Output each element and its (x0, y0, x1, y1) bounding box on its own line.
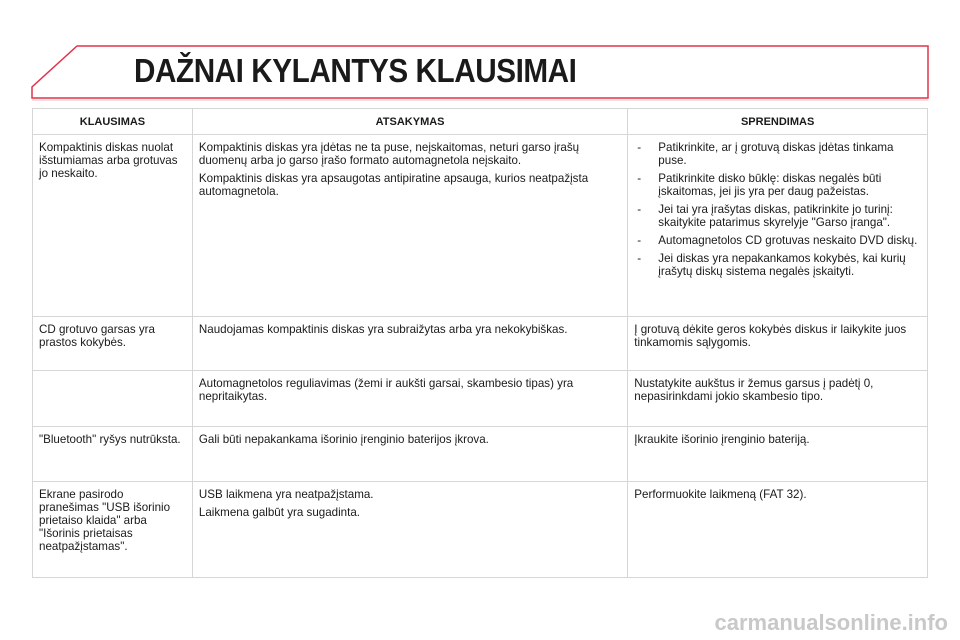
question-cell: CD grotuvo garsas yra prastos kokybės. (33, 317, 193, 371)
question-cell: "Bluetooth" ryšys nutrūksta. (33, 427, 193, 482)
solution-item: - Jei tai yra įrašytas diskas, patikrinkite jo turinį: skaitykite patarimus skyrelyje "Garso įranga". (634, 203, 921, 229)
answer-text: USB laikmena yra neatpažįstama. (198, 488, 374, 501)
watermark: carmanualsonline.info (714, 610, 948, 635)
solution-item: - Jei diskas yra nepakankamos kokybės, kai kurių įrašytų diskų sistema negalės įskaityti. (634, 252, 921, 278)
answer-cell (192, 427, 627, 482)
solution-cell: Nustatykite aukštus ir žemus garsus į padėtį 0, nepasirinkdami jokio skambesio tipo. (628, 371, 928, 427)
page-title: DAŽNAI KYLANTYS KLAUSIMAI (134, 52, 577, 89)
solution-cell (628, 135, 928, 317)
table-row (33, 482, 928, 578)
answer-text: Kompaktinis diskas yra įdėtas ne ta puse, neįskaitomas, neturi garso įrašų duomenų arba jo garso įrašo formato automagnetola neįskaito. (198, 141, 580, 167)
answer-cell (192, 135, 627, 317)
solution-item: - Automagnetolos CD grotuvas neskaito DVD diskų. (634, 234, 921, 247)
table-row (33, 371, 928, 427)
answer-cell (192, 482, 627, 578)
answer-cell (192, 371, 627, 427)
header-answer: ATSAKYMAS (192, 109, 627, 135)
table-row (33, 135, 928, 317)
solution-cell: Į grotuvą dėkite geros kokybės diskus ir laikykite juos tinkamomis sąlygomis. (628, 317, 928, 371)
question-cell (33, 371, 193, 427)
answer-text: Kompaktinis diskas yra apsaugotas antipiratine apsauga, kurios neatpažįsta automagnetola. (198, 172, 589, 198)
question-cell: Ekrane pasirodo pranešimas "USB išorinio prietaiso klaida" arba "Išorinis prietaisas neatpažįstamas". (33, 482, 193, 578)
table-row (33, 427, 928, 482)
answer-text: Naudojamas kompaktinis diskas yra subraižytas arba yra nekokybiškas. (198, 323, 568, 336)
answer-text: Automagnetolos reguliavimas (žemi ir aukšti garsai, skambesio tipas) yra nepritaikytas. (198, 377, 574, 403)
question-cell: Kompaktinis diskas nuolat išstumiamas arba grotuvas jo neskaito. (33, 135, 193, 317)
solution-cell: Performuokite laikmeną (FAT 32). (628, 482, 928, 578)
answer-cell (192, 317, 627, 371)
solution-item: - Patikrinkite, ar į grotuvą diskas įdėtas tinkama puse. (634, 141, 921, 167)
solution-item: - Patikrinkite disko būklę: diskas negalės būti įskaitomas, jei jis yra per daug pažeistas. (634, 172, 921, 198)
solution-cell: Įkraukite išorinio įrenginio bateriją. (628, 427, 928, 482)
answer-text: Gali būti nepakankama išorinio įrenginio baterijos įkrova. (198, 433, 489, 446)
answer-text: Laikmena galbūt yra sugadinta. (198, 506, 361, 519)
table-row (33, 317, 928, 371)
header-solution: SPRENDIMAS (628, 109, 928, 135)
header-question: KLAUSIMAS (33, 109, 193, 135)
faq-table (32, 108, 928, 578)
